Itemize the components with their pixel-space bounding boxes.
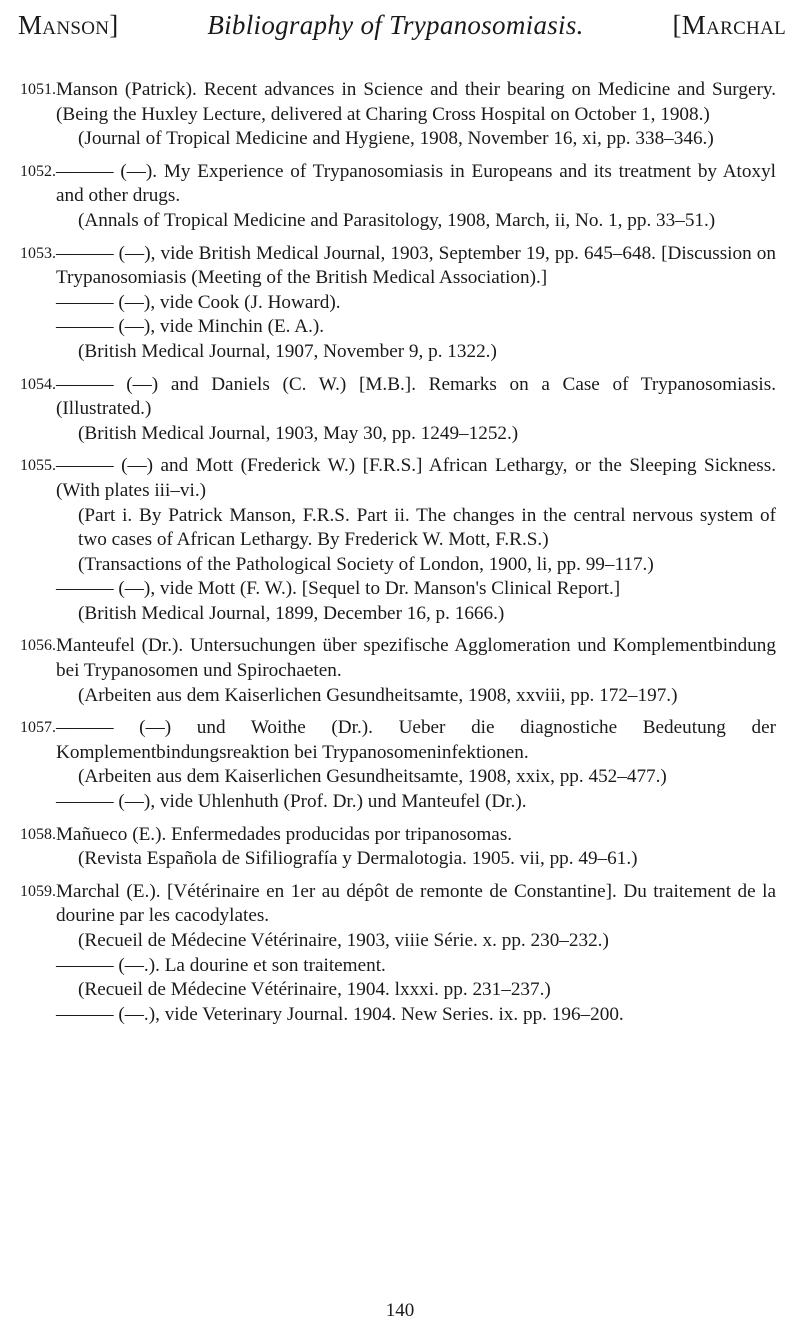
entry-text: ——— (—), vide British Medical Journal, 1903, September 19, pp. 645–648. [Discussion on Trypanosomiasis (Meeting of the British Medical Association).] [56, 242, 776, 289]
entry-number: 1056. [20, 637, 56, 655]
entry-source: (Revista Española de Sifiliografía y Dermalotogia. 1905. vii, pp. 49–61.) [78, 848, 638, 870]
entry-1054 [20, 373, 776, 447]
entry-source: (Recueil de Médecine Vétérinaire, 1903, viiie Série. x. pp. 230–232.) [78, 930, 609, 951]
page-number: 140 [385, 1300, 415, 1321]
entry-source: (Arbeiten aus dem Kaiserlichen Gesundheitsamte, 1908, xxix, pp. 452–477.) [78, 766, 667, 788]
entry-number: 1052. [20, 162, 56, 180]
entry-source: (British Medical Journal, 1907, November 9, p. 1322.) [78, 340, 497, 362]
entry-text: ——— (—) and Mott (Frederick W.) [F.R.S.] African Lethargy, or the Sleeping Sickness. (With plates iii–vi.) [56, 455, 776, 501]
entry-number: 1054. [20, 375, 56, 393]
entry-1057 [20, 716, 776, 814]
entry-text: ——— (—), vide Cook (J. Howard). [56, 291, 341, 313]
entry-text: ——— (—.). La dourine et son traitement. [56, 954, 386, 976]
entry-1056 [20, 634, 776, 708]
entry-source: (British Medical Journal, 1899, December 16, p. 1666.) [78, 602, 505, 624]
entry-text: Manteufel (Dr.). Untersuchungen über spezifische Agglomeration und Komplementbindung bei Trypanosomen und Spirochaeten. [56, 635, 776, 682]
running-head-right: [Marchal [672, 10, 786, 40]
entry-source: (Journal of Tropical Medicine and Hygiene, 1908, November 16, xi, pp. 338–346.) [78, 128, 714, 150]
entry-text: Manson (Patrick). Recent advances in Science and their bearing on Medicine and Surgery. (Being the Huxley Lecture, delivered at Charing Cross Hospital on October 1, 1908.) [56, 79, 776, 125]
entry-number: 1055. [20, 457, 56, 475]
entry-text: ——— (—), vide Uhlenhuth (Prof. Dr.) und Manteufel (Dr.). [56, 791, 527, 813]
entry-1055 [20, 454, 776, 626]
running-head-title: Bibliography of Trypanosomiasis. [207, 10, 584, 40]
running-head [18, 10, 786, 41]
entry-1058 [20, 823, 776, 872]
entry-source: (British Medical Journal, 1903, May 30, pp. 1249–1252.) [78, 422, 519, 444]
entry-text: ——— (—). My Experience of Trypanosomiasis in Europeans and its treatment by Atoxyl and other drugs. [56, 160, 776, 207]
entry-1059 [20, 880, 776, 1028]
entry-1051 [20, 78, 776, 152]
entry-text: ——— (—) and Daniels (C. W.) [M.B.]. Remarks on a Case of Trypanosomiasis. (Illustrated.) [56, 373, 776, 420]
entry-number: 1058. [20, 825, 56, 843]
running-head-left: Manson] [18, 10, 119, 40]
entry-source: (Annals of Tropical Medicine and Parasitology, 1908, March, ii, No. 1, pp. 33–51.) [78, 209, 716, 231]
entry-source: (Arbeiten aus dem Kaiserlichen Gesundheitsamte, 1908, xxviii, pp. 172–197.) [78, 684, 678, 706]
entry-text: ——— (—) und Woithe (Dr.). Ueber die diagnostiche Bedeutung der Komplementbindungsreaktion bei Trypanosomeninfektionen. [56, 717, 776, 763]
entry-number: 1059. [20, 882, 56, 900]
bibliography-entries [20, 78, 776, 1027]
entry-note: (Part i. By Patrick Manson, F.R.S. Part ii. The changes in the central nervous system of two cases of African Lethargy. By Frederick W. Mott, F.R.S.) [78, 504, 776, 551]
entry-text: ——— (—), vide Minchin (E. A.). [56, 316, 325, 338]
entry-text: ——— (—), vide Mott (F. W.). [Sequel to Dr. Manson's Clinical Report.] [56, 578, 621, 600]
entry-number: 1051. [20, 81, 56, 98]
entry-1053 [20, 242, 776, 365]
entry-source: (Transactions of the Pathological Society of London, 1900, li, pp. 99–117.) [78, 553, 654, 575]
entry-number: 1053. [20, 244, 56, 262]
entry-number: 1057. [20, 719, 56, 737]
entry-source: (Recueil de Médecine Vétérinaire, 1904. lxxxi. pp. 231–237.) [78, 979, 551, 1001]
entry-text: Marchal (E.). [Vétérinaire en 1er au dépôt de remonte de Constantine]. Du traitement de la dourine par les cacodylates. [56, 880, 776, 927]
entry-text: ——— (—.), vide Veterinary Journal. 1904. New Series. ix. pp. 196–200. [56, 1003, 624, 1025]
entry-1052 [20, 160, 776, 234]
entry-text: Mañueco (E.). Enfermedades producidas por tripanosomas. [56, 823, 513, 845]
